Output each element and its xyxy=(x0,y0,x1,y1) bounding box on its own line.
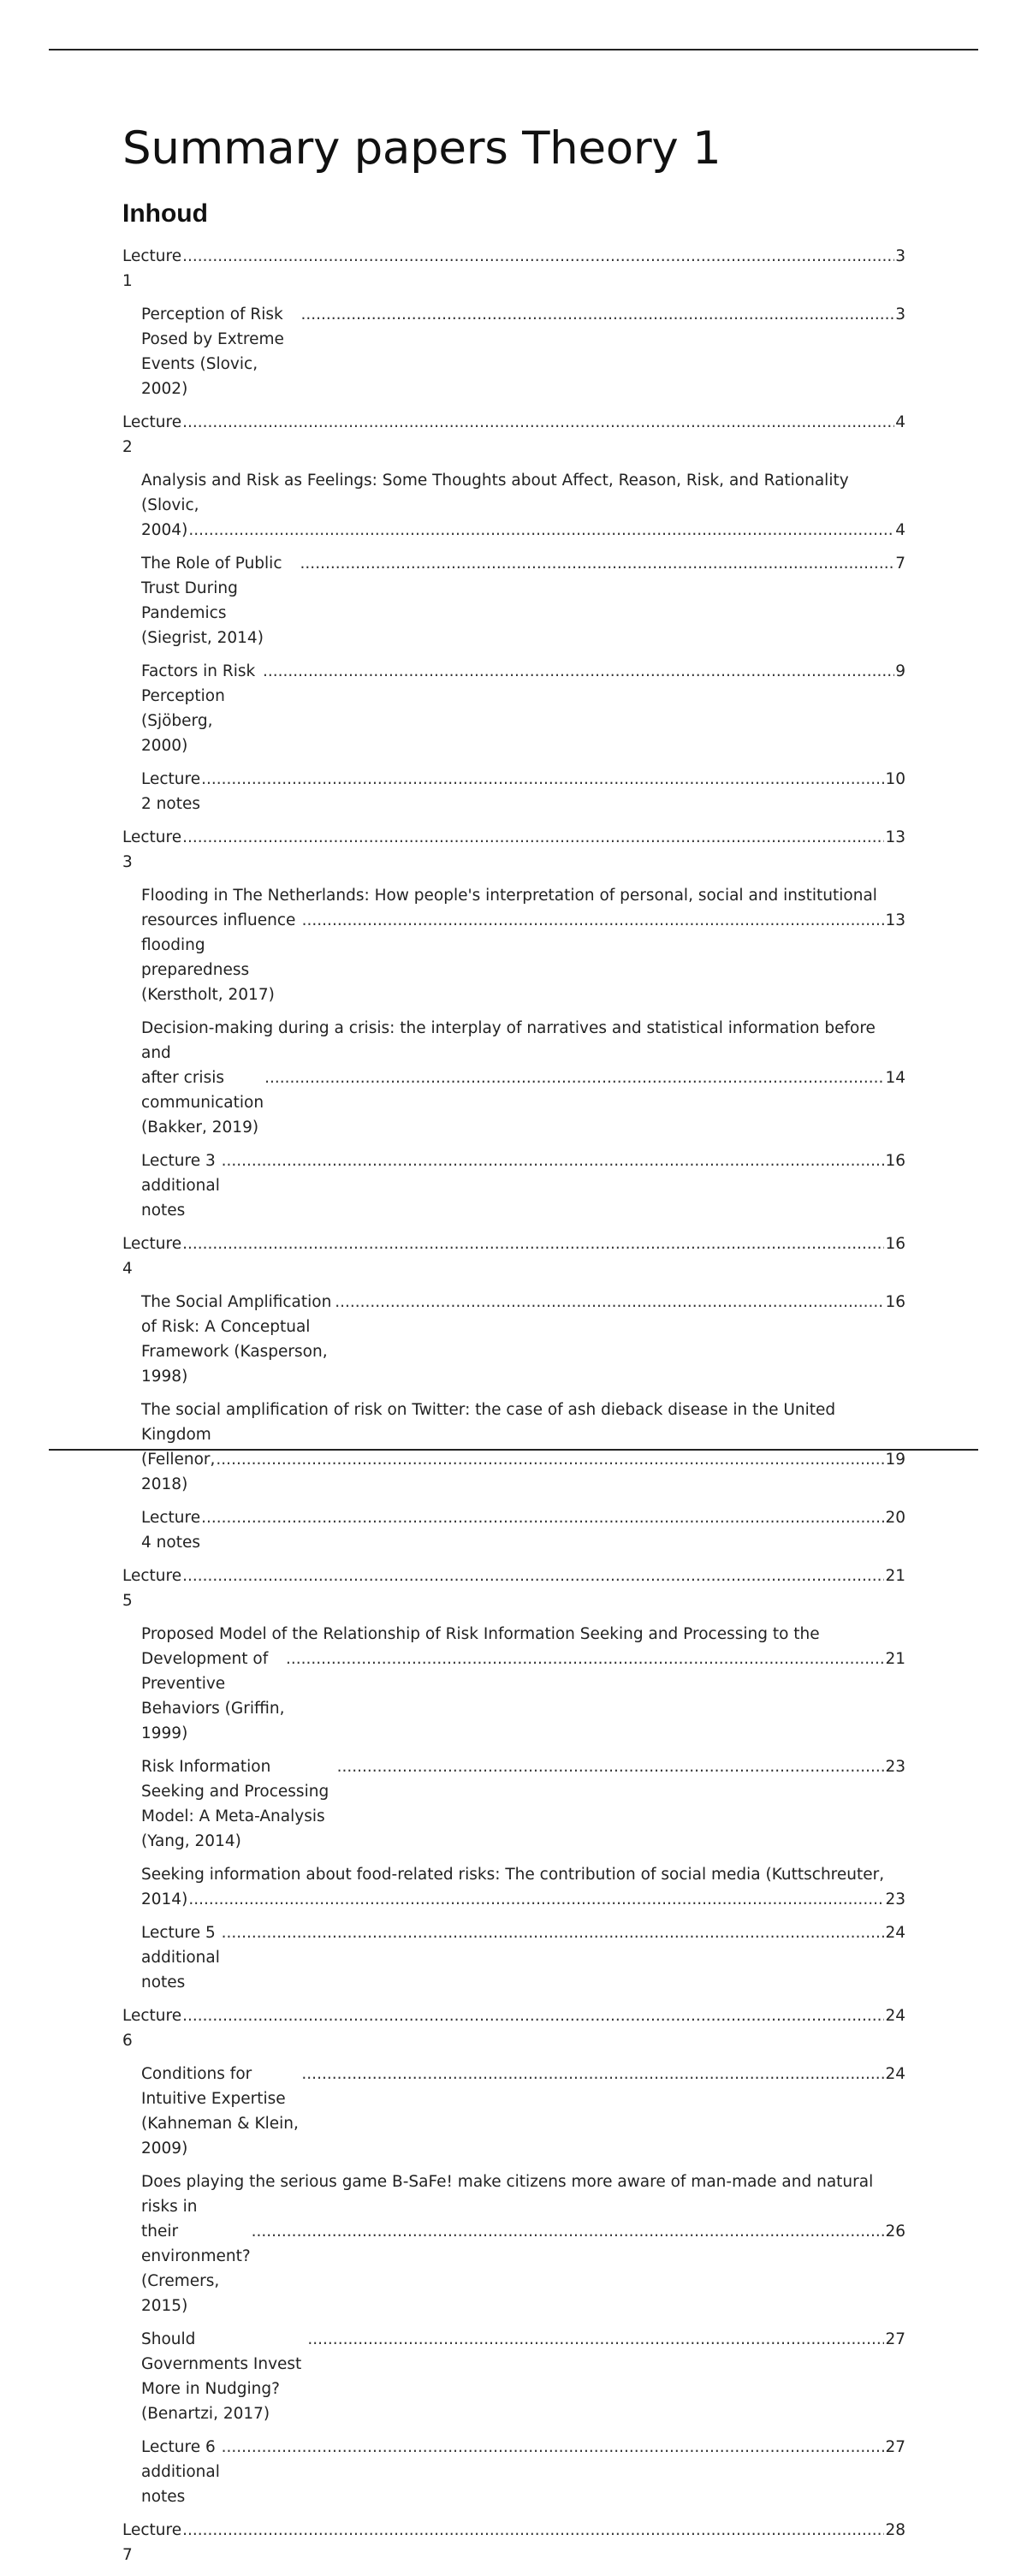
toc-page-number: 4 xyxy=(895,521,905,539)
toc-entry-paper[interactable] xyxy=(122,1149,905,1223)
toc-entry-paper[interactable] xyxy=(122,2062,905,2161)
toc-entry-line xyxy=(141,908,905,1007)
toc-entry-title-first-line: Decision-making during a crisis: the interplay of narratives and statistical information before and xyxy=(141,1019,876,1062)
toc-entry-lecture[interactable] xyxy=(122,825,905,875)
toc-page-number: 23 xyxy=(885,1758,905,1776)
toc-page-number: 13 xyxy=(885,828,905,846)
table-of-contents xyxy=(122,244,905,2576)
toc-dot-leader xyxy=(182,2518,884,2543)
toc-entry-lecture[interactable] xyxy=(122,2003,905,2053)
toc-page-number: 28 xyxy=(885,2521,905,2539)
toc-entry-title-first-line: Analysis and Risk as Feelings: Some Thoughts about Affect, Reason, Risk, and Rationality (Slovic, xyxy=(141,472,849,514)
toc-entry-title: Lecture 6 xyxy=(122,2007,182,2050)
toc-entry-title: Lecture 2 xyxy=(122,413,182,456)
toc-entry-lecture[interactable] xyxy=(122,1232,905,1281)
toc-dot-leader xyxy=(252,2219,885,2244)
toc-entry-paper[interactable] xyxy=(122,1622,905,1746)
toc-dot-leader xyxy=(300,302,894,327)
toc-entry-line xyxy=(141,302,905,401)
toc-entry-title: Perception of Risk Posed by Extreme Events (Slovic, 2002) xyxy=(141,306,284,398)
toc-page-number: 27 xyxy=(885,2438,905,2456)
toc-dot-leader xyxy=(222,1149,885,1173)
toc-entry-paper[interactable] xyxy=(122,767,905,816)
toc-heading: Inhoud xyxy=(122,199,208,228)
toc-entry-line xyxy=(141,1505,905,1555)
toc-page-number: 16 xyxy=(885,1293,905,1311)
toc-entry-line xyxy=(141,1065,905,1140)
toc-entry-title: Lecture 7 xyxy=(122,2521,182,2564)
toc-entry-title: after crisis communication (Bakker, 2019) xyxy=(141,1069,264,1137)
toc-entry-lecture[interactable] xyxy=(122,244,905,294)
toc-entry-line xyxy=(141,1290,905,1389)
toc-entry-title: (Fellenor, 2018) xyxy=(141,1451,216,1493)
toc-entry-title: Lecture 3 additional notes xyxy=(141,1152,220,1220)
toc-page-number: 23 xyxy=(885,1890,905,1908)
toc-entry-line xyxy=(141,1149,905,1223)
toc-entry-title: Factors in Risk Perception (Sjöberg, 2000) xyxy=(141,662,256,755)
toc-entry-paper[interactable] xyxy=(122,551,905,650)
toc-dot-leader xyxy=(263,659,894,684)
toc-entry-paper[interactable] xyxy=(122,659,905,758)
toc-page-number: 16 xyxy=(885,1152,905,1170)
toc-entry-title: Risk Information Seeking and Processing Model: A Meta-Analysis (Yang, 2014) xyxy=(141,1758,329,1850)
toc-entry-paper[interactable] xyxy=(122,2169,905,2318)
toc-page-number: 13 xyxy=(885,911,905,929)
toc-entry-line xyxy=(141,2062,905,2161)
header-rule xyxy=(49,49,978,50)
toc-dot-leader xyxy=(188,1887,884,1912)
toc-page-number: 7 xyxy=(895,555,905,573)
toc-entry-title: Lecture 4 xyxy=(122,1235,182,1278)
toc-dot-leader xyxy=(216,1447,884,1472)
toc-page-number: 21 xyxy=(885,1650,905,1668)
toc-entry-paper[interactable] xyxy=(122,1754,905,1854)
toc-entry-title: resources influence flooding preparedness (Kerstholt, 2017) xyxy=(141,911,296,1004)
toc-entry-title: 2014) xyxy=(141,1890,188,1908)
toc-entry-title-first-line: Flooding in The Netherlands: How people's interpretation of personal, social and institutional xyxy=(141,887,877,905)
toc-entry-title-first-line: The social amplification of risk on Twitter: the case of ash dieback disease in the United Kingdom xyxy=(141,1401,836,1444)
toc-entry-line xyxy=(141,1887,905,1912)
toc-entry-title: Lecture 3 xyxy=(122,828,182,871)
toc-dot-leader xyxy=(222,2435,885,2460)
toc-page-number: 3 xyxy=(895,306,905,323)
toc-entry-line xyxy=(122,244,905,294)
toc-dot-leader xyxy=(301,2062,884,2086)
toc-entry-paper[interactable] xyxy=(122,2435,905,2509)
footer-rule xyxy=(49,1449,978,1451)
toc-page-number: 4 xyxy=(895,413,905,431)
toc-page-number: 24 xyxy=(885,2065,905,2083)
toc-entry-line xyxy=(122,1564,905,1613)
toc-entry-title: Conditions for Intuitive Expertise (Kahneman & Klein, 2009) xyxy=(141,2065,299,2158)
toc-entry-title-first-line: Seeking information about food-related risks: The contribution of social media (Kuttschreuter, xyxy=(141,1866,885,1884)
toc-page-number: 24 xyxy=(885,1924,905,1942)
toc-page-number: 24 xyxy=(885,2007,905,2025)
toc-entry-line xyxy=(141,2219,905,2318)
toc-entry-line xyxy=(141,1754,905,1854)
toc-dot-leader xyxy=(201,767,884,792)
toc-page-number: 14 xyxy=(885,1069,905,1087)
toc-entry-title: Development of Preventive Behaviors (Griffin, 1999) xyxy=(141,1650,285,1742)
toc-entry-title: Lecture 4 notes xyxy=(141,1509,201,1552)
toc-entry-paper[interactable] xyxy=(122,2327,905,2426)
toc-entry-title: Should Governments Invest More in Nudging? (Benartzi, 2017) xyxy=(141,2330,302,2423)
toc-entry-paper[interactable] xyxy=(122,883,905,1007)
toc-entry-line xyxy=(122,825,905,875)
toc-dot-leader xyxy=(264,1065,884,1090)
toc-dot-leader xyxy=(222,1920,885,1945)
toc-entry-title: The Social Amplification of Risk: A Conceptual Framework (Kasperson, 1998) xyxy=(141,1293,332,1386)
toc-entry-title: Lecture 6 additional notes xyxy=(141,2438,220,2506)
toc-entry-paper[interactable] xyxy=(122,302,905,401)
toc-entry-paper[interactable] xyxy=(122,1862,905,1912)
toc-entry-line xyxy=(122,410,905,460)
toc-entry-line xyxy=(122,1232,905,1281)
toc-entry-line xyxy=(141,659,905,758)
toc-page-number: 19 xyxy=(885,1451,905,1469)
toc-page-number: 10 xyxy=(885,770,905,788)
toc-page-number: 27 xyxy=(885,2330,905,2348)
toc-entry-lecture[interactable] xyxy=(122,1564,905,1613)
toc-entry-line xyxy=(141,2327,905,2426)
toc-entry-title: Lecture 2 notes xyxy=(141,770,201,813)
toc-entry-paper[interactable] xyxy=(122,1920,905,1995)
page-title: Summary papers Theory 1 xyxy=(122,122,721,175)
toc-dot-leader xyxy=(182,825,884,850)
toc-page-number: 26 xyxy=(885,2223,905,2241)
toc-page-number: 16 xyxy=(885,1235,905,1253)
toc-entry-title-first-line: Proposed Model of the Relationship of Risk Information Seeking and Processing to the xyxy=(141,1625,820,1643)
toc-dot-leader xyxy=(182,1564,884,1588)
toc-entry-line xyxy=(141,2435,905,2509)
toc-entry-line xyxy=(141,551,905,650)
toc-page-number: 3 xyxy=(895,247,905,265)
toc-entry-title: 2004) xyxy=(141,521,188,539)
toc-page-number: 9 xyxy=(895,662,905,680)
toc-dot-leader xyxy=(307,2327,884,2352)
toc-entry-title: Lecture 5 additional notes xyxy=(141,1924,220,1991)
toc-dot-leader xyxy=(182,410,894,435)
toc-dot-leader xyxy=(182,244,894,269)
toc-entry-line xyxy=(141,1920,905,1995)
toc-entry-title: The Role of Public Trust During Pandemics (Siegrist, 2014) xyxy=(141,555,282,647)
toc-dot-leader xyxy=(201,1505,884,1530)
toc-entry-paper[interactable] xyxy=(122,468,905,543)
toc-entry-line xyxy=(122,2518,905,2567)
toc-page-number: 21 xyxy=(885,1567,905,1585)
toc-dot-leader xyxy=(182,2003,884,2028)
toc-entry-title: Lecture 5 xyxy=(122,1567,182,1610)
toc-entry-line xyxy=(141,767,905,816)
toc-entry-paper[interactable] xyxy=(122,1016,905,1140)
toc-entry-line xyxy=(141,1647,905,1746)
toc-dot-leader xyxy=(335,1290,884,1315)
toc-entry-paper[interactable] xyxy=(122,1505,905,1555)
toc-entry-title: their environment? (Cremers, 2015) xyxy=(141,2223,251,2315)
toc-dot-leader xyxy=(182,1232,884,1256)
toc-dot-leader xyxy=(337,1754,885,1779)
toc-entry-title-first-line: Does playing the serious game B-SaFe! make citizens more aware of man-made and natural risks in xyxy=(141,2173,874,2216)
toc-dot-leader xyxy=(302,908,885,933)
toc-dot-leader xyxy=(300,551,895,576)
toc-entry-paper[interactable] xyxy=(122,1290,905,1389)
toc-entry-lecture[interactable] xyxy=(122,2518,905,2567)
toc-entry-lecture[interactable] xyxy=(122,410,905,460)
toc-entry-title: Lecture 1 xyxy=(122,247,182,290)
toc-entry-line xyxy=(122,2003,905,2053)
toc-page-number: 20 xyxy=(885,1509,905,1527)
toc-entry-paper[interactable] xyxy=(122,1398,905,1497)
toc-dot-leader xyxy=(286,1647,884,1671)
toc-entry-line xyxy=(141,518,905,543)
toc-dot-leader xyxy=(188,518,894,543)
